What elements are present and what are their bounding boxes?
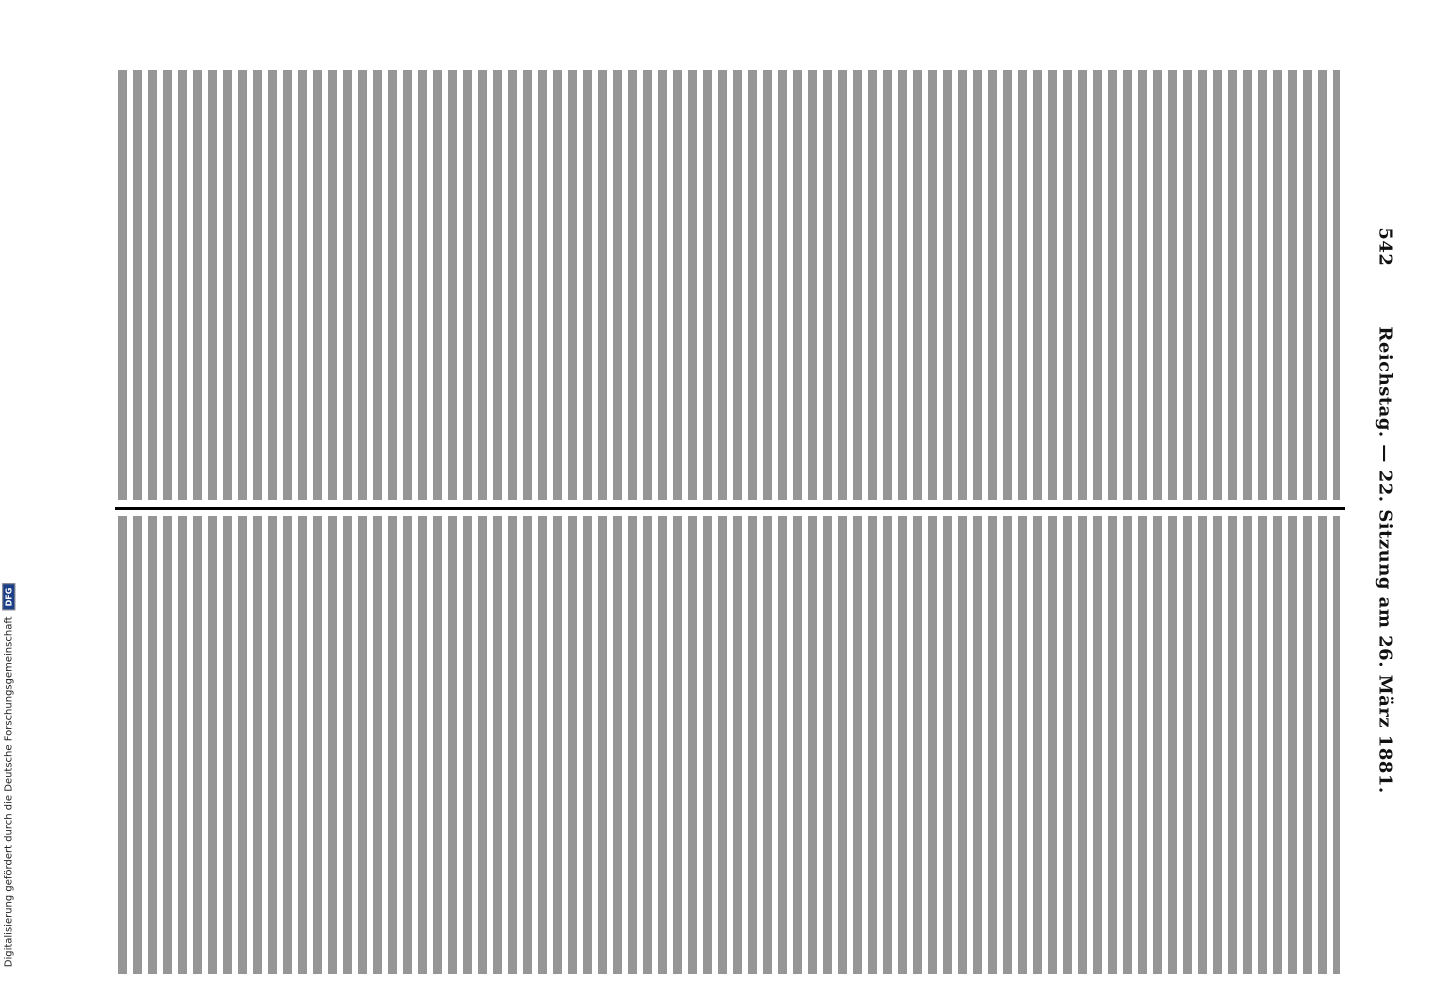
digitization-credit [0,560,18,990]
page-number: 542 [1374,226,1396,266]
text-column-bottom [118,516,1340,974]
dfg-logo: DFG [3,583,16,610]
credit-text: Digitalisierung gefördert durch die Deutsche Forschungsgemeinschaft [3,615,15,967]
column-divider [115,507,1345,510]
session-line: Reichstag. — 22. Sitzung am 26. März 1881. [1374,325,1396,794]
page-header [1340,40,1430,980]
text-column-top [118,70,1340,500]
